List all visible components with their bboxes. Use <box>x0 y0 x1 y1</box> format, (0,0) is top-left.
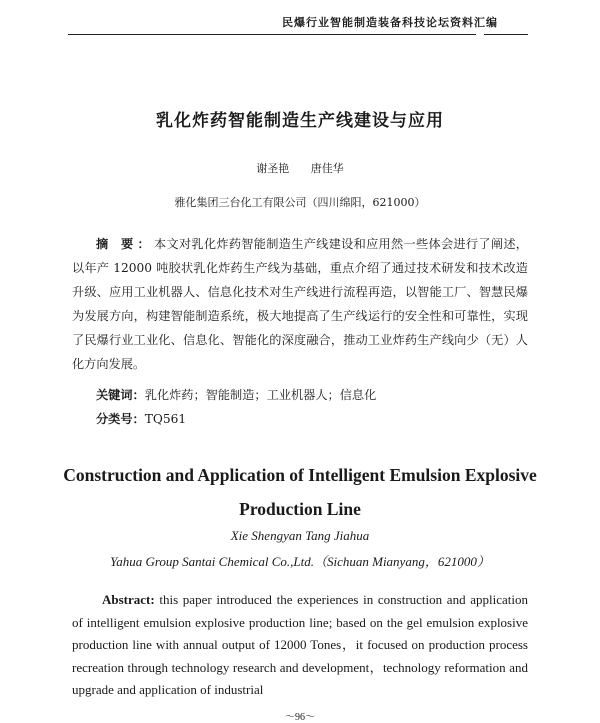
english-abstract-text: this paper introduced the experiences in construction and application of intelligent emulsion explosive production line; based on the gel emulsion explosive production line with annual output of 12000 Tones，it focused on production process recreation through technology research and development，technology reformation and upgrade and application of industrial <box>72 592 528 697</box>
chinese-abstract <box>72 232 528 376</box>
classification-label: 分类号： <box>96 412 145 426</box>
chinese-abstract-label: 摘 要： <box>96 237 154 251</box>
classification-number <box>96 407 186 431</box>
chinese-title: 乳化炸药智能制造生产线建设与应用 <box>156 111 444 131</box>
english-abstract-label: Abstract: <box>102 592 155 607</box>
classification-value: TQ561 <box>144 412 187 426</box>
chinese-authors: 谢圣艳 唐佳华 <box>256 162 344 175</box>
page-number: ～96～ <box>285 712 315 723</box>
header-rule-short <box>484 34 528 35</box>
running-header: 民爆行业智能制造装备科技论坛资料汇编 <box>282 16 498 29</box>
english-title: Construction and Application of Intelligent Emulsion Explosive Production Line <box>63 465 537 519</box>
english-affiliation: Yahua Group Santai Chemical Co.,Ltd.（Sichuan Mianyang，621000） <box>110 554 490 569</box>
english-abstract <box>72 589 528 702</box>
chinese-affiliation: 雅化集团三台化工有限公司（四川绵阳，621000） <box>174 196 426 209</box>
chinese-keywords <box>96 383 528 407</box>
keywords-text: 乳化炸药；智能制造；工业机器人；信息化 <box>144 388 377 402</box>
chinese-abstract-text: 本文对乳化炸药智能制造生产线建设和应用然一些体会进行了阐述，以年产 12000 吨胶状乳化炸药生产线为基础，重点介绍了通过技术研发和技术改造升级、应用工业机器人、信息化技术对生产线进行流程再造，以智能工厂、智慧民爆为发展方向，构建智能制造系统，极大地提高了生产线运行的安全性和可靠性，实现了民爆行业工业化、信息化、智能化的深度融合，推动工业炸药生产线向少（无）人化方向发展。 <box>72 237 528 371</box>
header-rule <box>68 34 476 35</box>
keywords-label: 关键词： <box>96 388 145 402</box>
english-authors: Xie Shengyan Tang Jiahua <box>230 528 370 543</box>
